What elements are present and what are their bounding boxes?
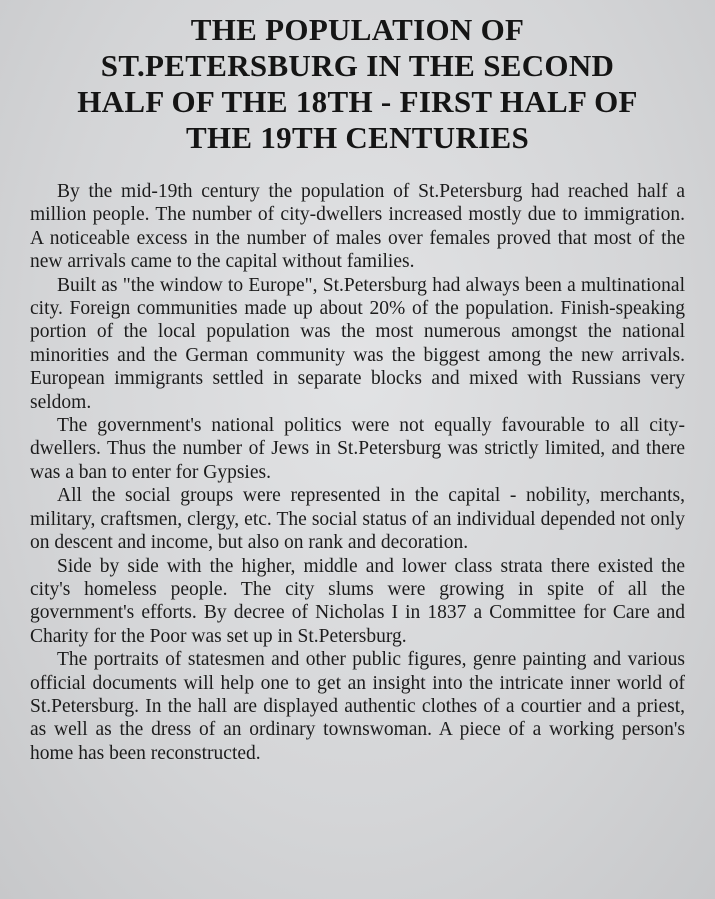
title-line-2: ST.PETERSBURG IN THE SECOND: [100, 48, 615, 83]
document-title: [30, 12, 685, 156]
document-body: [30, 180, 685, 765]
title-line-3: HALF OF THE 18TH - FIRST HALF OF: [77, 84, 638, 119]
paragraph-homeless-people: Side by side with the higher, middle and lower class strata there existed the city's homeless people. The city slums were growing in spite of all the government's efforts. By decree of Nicholas I in 1837 a Committee for Care and Charity for the Poor was set up in St.Petersburg.: [30, 555, 685, 647]
paragraph-national-politics: The government's national politics were not equally favourable to all city-dwellers. Thus the number of Jews in St.Petersburg was strictly limited, and there was a ban to enter for Gypsies.: [30, 415, 685, 483]
paragraph-population-growth: By the mid-19th century the population of St.Petersburg had reached half a million people. The number of city-dwellers increased mostly due to immigration. A noticeable excess in the number of males over females proved that most of the new arrivals came to the capital without families.: [30, 181, 685, 273]
paragraph-exhibits: The portraits of statesmen and other public figures, genre painting and various official documents will help one to get an insight into the intricate inner world of St.Petersburg. In the hall are displayed authentic clothes of a courtier and a priest, as well as the dress of an ordinary townswoman. A piece of a working person's home has been reconstructed.: [30, 649, 685, 764]
paragraph-social-groups: All the social groups were represented in the capital - nobility, merchants, military, craftsmen, clergy, etc. The social status of an individual depended not only on descent and income, but also on rank and decoration.: [30, 485, 685, 554]
paragraph-multinational-city: Built as "the window to Europe", St.Petersburg had always been a multinational city. Foreign communities made up about 20% of the population. Finish-speaking portion of the local population was the most numerous amongst the national minorities and the German community was the biggest among the new arrivals. European immigrants settled in separate blocks and mixed with Russians very seldom.: [30, 274, 685, 413]
title-line-1: THE POPULATION OF: [190, 12, 525, 47]
title-line-4: THE 19TH CENTURIES: [185, 120, 530, 155]
